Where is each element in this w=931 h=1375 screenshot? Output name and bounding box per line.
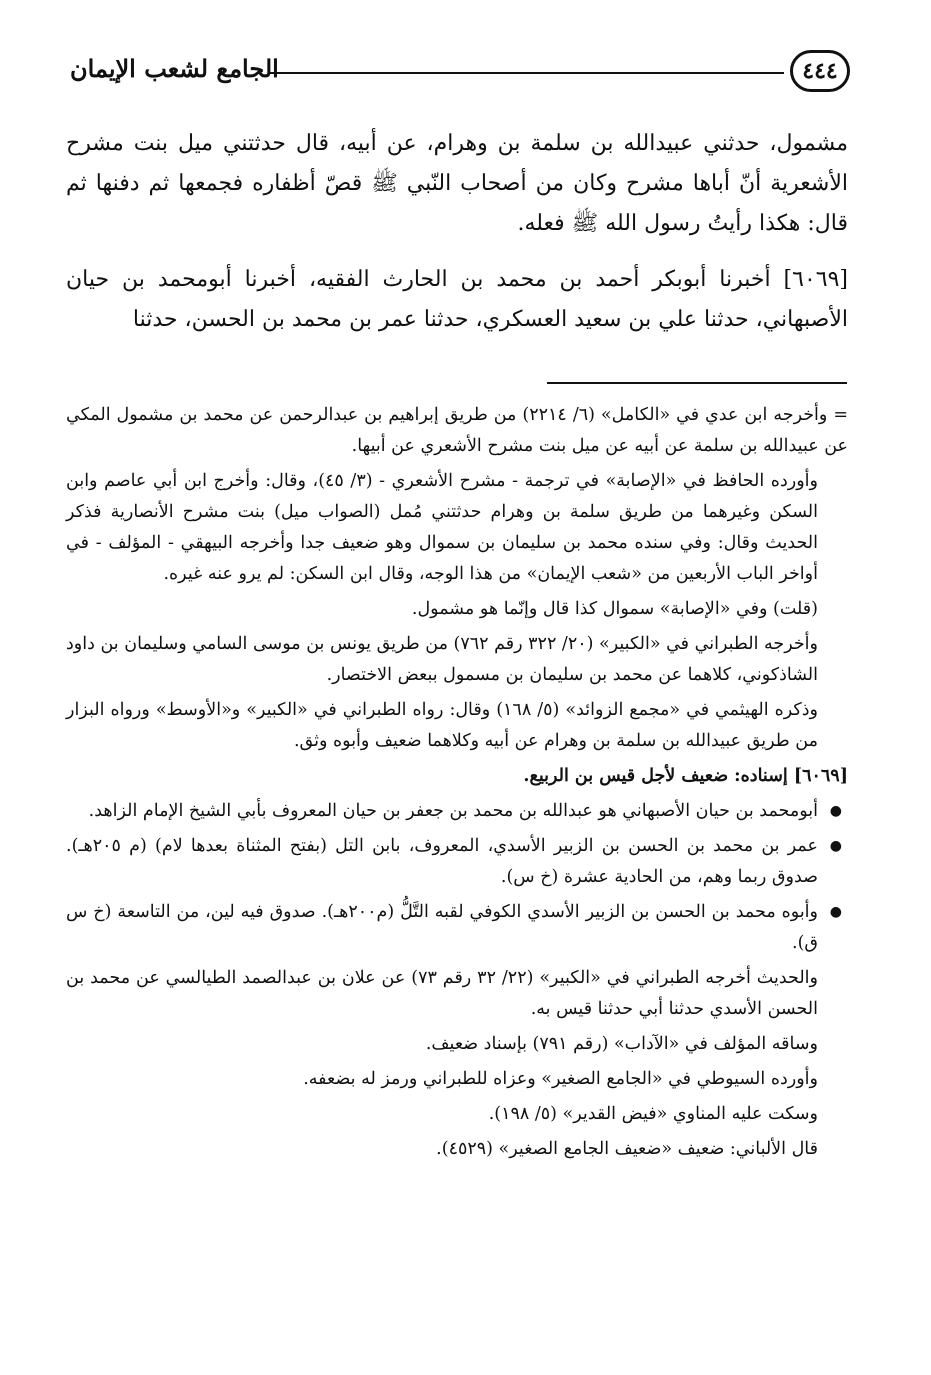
narrator-text: وأبوه محمد بن الحسن بن الزبير الأسدي الكوفي لقبه التَّلُّ (م٢٠٠هـ). صدوق فيه لين، من التاسعة (خ س ق). xyxy=(66,902,818,953)
header-rule xyxy=(270,72,784,74)
page-number-badge: ٤٤٤ xyxy=(790,50,850,92)
bullet-icon: ● xyxy=(829,838,842,854)
footnote-separator xyxy=(547,382,847,384)
footnote-paragraph: وذكره الهيثمي في «مجمع الزوائد» (٥/ ١٦٨) وقال: رواه الطبراني في «الكبير» و«الأوسط» ورواه البزار من طريق عبيدالله بن سلمة بن وهرام عن أبيه وكلاهما ضعيف وأبوه وثق. xyxy=(66,700,818,751)
footnote-paragraph: = وأخرجه ابن عدي في «الكامل» (٦/ ٢٢١٤) من طريق إبراهيم بن عبدالرحمن عن محمد بن مشمول المكي عن عبيدالله بن سلمة عن أبيه عن ميل بنت مشرح الأشعري عن أبيها. xyxy=(66,405,848,456)
footnote-paragraph: وساقه المؤلف في «الآداب» (رقم ٧٩١) بإسناد ضعيف. xyxy=(425,1034,818,1054)
main-paragraph: مشمول، حدثني عبيدالله بن سلمة بن وهرام، عن أبيه، قال حدثتني ميل بنت مشرح الأشعرية أنّ أباها مشرح وكان من أصحاب النّبي ﷺ قصّ أظفاره فجمعها ثم دفنها ثم قال: هكذا رأيتُ رسول الله ﷺ فعله. xyxy=(66,131,848,236)
footnote-paragraph: وأورده السيوطي في «الجامع الصغير» وعزاه للطبراني ورمز له بضعفه. xyxy=(303,1069,818,1089)
isnad-heading: [٦٠٦٩] إسناده: ضعيف لأجل قيس بن الربيع. xyxy=(523,766,848,786)
bullet-icon: ● xyxy=(829,904,842,920)
footnotes xyxy=(66,400,848,1169)
footnote-paragraph: (قلت) وفي «الإصابة» سموال كذا قال وإنّما هو مشمول. xyxy=(411,599,818,619)
footnote-paragraph: وأورده الحافظ في «الإصابة» في ترجمة - مشرح الأشعري - (٣/ ٤٥)، وقال: وأخرج ابن أبي عاصم وابن السكن وغيرهما من طريق سلمة بن وهرام حدثتني مُمل (الصواب ميل) بنت مشرح الأنصارية فذكر الحديث وقال: وفي سنده محمد بن سليمان بن سموال وهو ضعيف جدا وأخرجه البيهقي - المؤلف - في أواخر الباب الأربعين من «شعب الإيمان» من هذا الوجه، وقال ابن السكن: لم يرو عنه غيره. xyxy=(66,471,818,584)
narrator-entry xyxy=(66,897,848,959)
narrator-entry xyxy=(66,831,848,893)
footnote-paragraph: قال الألباني: ضعيف «ضعيف الجامع الصغير» (٤٥٢٩). xyxy=(436,1139,818,1159)
running-title: الجامع لشعب الإيمان xyxy=(70,54,279,83)
main-paragraph: [٦٠٦٩] أخبرنا أبوبكر أحمد بن محمد بن الحارث الفقيه، أخبرنا أبومحمد بن حيان الأصبهاني، حدثنا علي بن سعيد العسكري، حدثنا عمر بن محمد بن الحسن، حدثنا xyxy=(66,267,848,332)
narrator-text: عمر بن محمد بن الحسن بن الزبير الأسدي، المعروف، بابن التل (بفتح المثناة بعدها لام) (م ٢٠٥هـ). صدوق ربما وهم، من الحادية عشرة (خ س). xyxy=(66,836,818,887)
page-header xyxy=(70,44,850,104)
narrator-entry xyxy=(66,796,848,827)
footnote-paragraph: والحديث أخرجه الطبراني في «الكبير» (٢٢/ ٣٢ رقم ٧٣) عن علان بن عبدالصمد الطيالسي عن محمد بن الحسن الأسدي حدثنا أبي حدثنا قيس به. xyxy=(66,968,818,1019)
footnote-paragraph: وأخرجه الطبراني في «الكبير» (٢٠/ ٣٢٢ رقم ٧٦٢) من طريق يونس بن موسى السامي وسليمان بن داود الشاذكوني، كلاهما عن محمد بن سليمان بن مسمول ببعض الاختصار. xyxy=(66,634,818,685)
bullet-icon: ● xyxy=(829,803,842,819)
main-text xyxy=(66,124,848,340)
footnote-paragraph: وسكت عليه المناوي «فيض القدير» (٥/ ١٩٨). xyxy=(488,1104,818,1124)
narrator-text: أبومحمد بن حيان الأصبهاني هو عبدالله بن محمد بن جعفر بن حيان المعروف بأبي الشيخ الإمام الزاهد. xyxy=(88,801,818,821)
